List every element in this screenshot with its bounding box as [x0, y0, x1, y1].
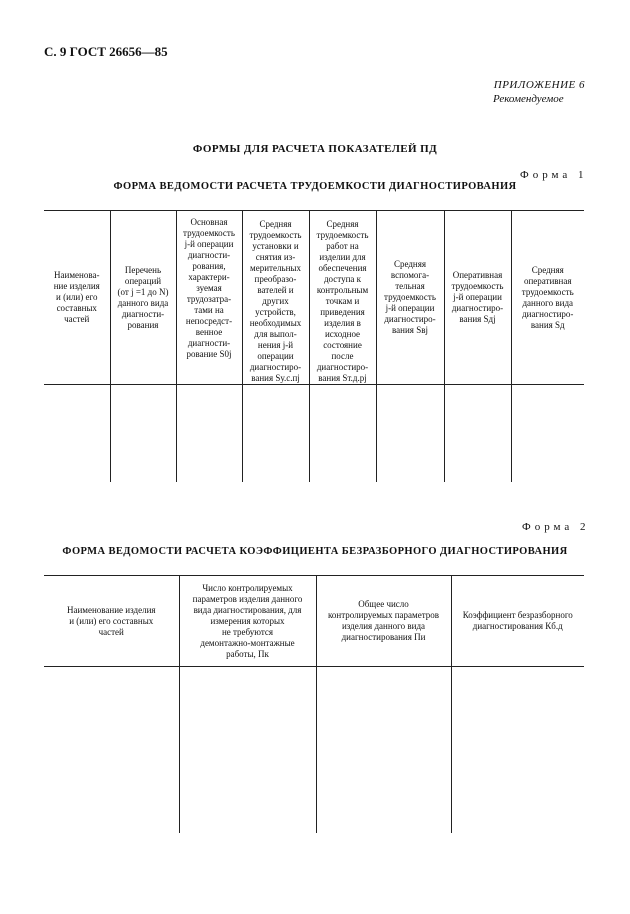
form1-col-mean-operative-labor — [511, 211, 584, 385]
form2-col-total-params — [316, 576, 451, 667]
form1-title: ФОРМА ВЕДОМОСТИ РАСЧЕТА ТРУДОЕМКОСТИ ДИАГНОСТИРОВАНИЯ — [113, 181, 517, 192]
form2-col-name — [44, 576, 179, 667]
form2-col-params-no-disassembly — [179, 576, 316, 667]
form1-cell — [242, 385, 309, 482]
form2-title: ФОРМА ВЕДОМОСТИ РАСЧЕТА КОЭФФИЦИЕНТА БЕЗРАЗБОРНОГО ДИАГНОСТИРОВАНИЯ — [62, 546, 568, 557]
form1-cell — [309, 385, 376, 482]
form1-col-name — [44, 211, 110, 385]
form1-col-name-text: Наименова- ние изделия и (или) его составных частей — [53, 270, 100, 324]
form2-header-row — [44, 576, 584, 667]
appendix-label: ПРИЛОЖЕНИЕ 6 — [493, 79, 585, 91]
form1-col-operative-labor-text: Оперативная трудоемкость j-й операции диагностиро- вания Sдj — [451, 270, 504, 324]
appendix-note: Рекомендуемое — [493, 93, 564, 105]
form1-cell — [176, 385, 242, 482]
form1-col-access-labor — [309, 211, 376, 385]
form1-empty-row — [44, 385, 584, 482]
page-header: С. 9 ГОСТ 26656—85 — [44, 44, 168, 59]
form1-table — [44, 210, 584, 482]
form1-cell — [376, 385, 444, 482]
form2-col-total-params-text: Общее число контролируемых параметров изделия данного вида диагностирования Пи — [327, 599, 439, 642]
form1-col-operations — [110, 211, 176, 385]
form2-cell — [44, 667, 179, 833]
form1-col-access-labor-text: Средняя трудоемкость работ на изделии для обеспечения доступа к контрольным точкам и приведения изделия в исходное состояние после диагностиро- вания Sт.д.рj — [316, 219, 369, 383]
form1-col-mean-operative-labor-text: Средняя оперативная трудоемкость данного вида диагностиро- вания Sд — [521, 264, 574, 330]
form2-col-coefficient-text: Коэффициент безразборного диагностирования Кб.д — [462, 610, 573, 631]
form1-header-row — [44, 211, 584, 385]
form2-label: Форма 2 — [522, 521, 590, 533]
form1-cell — [110, 385, 176, 482]
form2-col-name-text: Наименование изделия и (или) его составных частей — [66, 604, 156, 637]
form1-cell — [444, 385, 511, 482]
form1-col-install-labor-text: Средняя трудоемкость установки и снятия из- мерительных преобразо- вателей и других устройств, необходимых для выпол- нения j-й операции диагностиро- вания Sу.с.пj — [249, 219, 302, 383]
form2-cell — [179, 667, 316, 833]
main-title: ФОРМЫ ДЛЯ РАСЧЕТА ПОКАЗАТЕЛЕЙ ПД — [192, 143, 438, 155]
form2-col-params-no-disassembly-text: Число контролируемых параметров изделия данного вида диагностирования, для измерения которых не требуются демонтажно-монтажные работы, Пк — [192, 582, 303, 659]
form2-cell — [316, 667, 451, 833]
form2-cell — [451, 667, 584, 833]
form1-cell — [511, 385, 584, 482]
form1-col-aux-labor — [376, 211, 444, 385]
form1-col-basic-labor-text: Основная трудоемкость j-й операции диагности- рования, характери- зуемая трудозатра- тами на непосредст- венное диагности- рование S0j — [183, 217, 235, 359]
form2-empty-row — [44, 667, 584, 833]
form1-col-basic-labor — [176, 211, 242, 385]
form2-col-coefficient — [451, 576, 584, 667]
form1-col-install-labor — [242, 211, 309, 385]
form1-col-operative-labor — [444, 211, 511, 385]
form1-col-aux-labor-text: Средняя вспомога- тельная трудоемкость j-й операции диагностиро- вания Sвj — [384, 259, 436, 335]
form1-label: Форма 1 — [520, 169, 588, 181]
form1-col-operations-text: Перечень операций (от j =1 до N) данного вида диагности- рования — [117, 264, 169, 330]
form2-table — [44, 575, 584, 833]
form1-cell — [44, 385, 110, 482]
